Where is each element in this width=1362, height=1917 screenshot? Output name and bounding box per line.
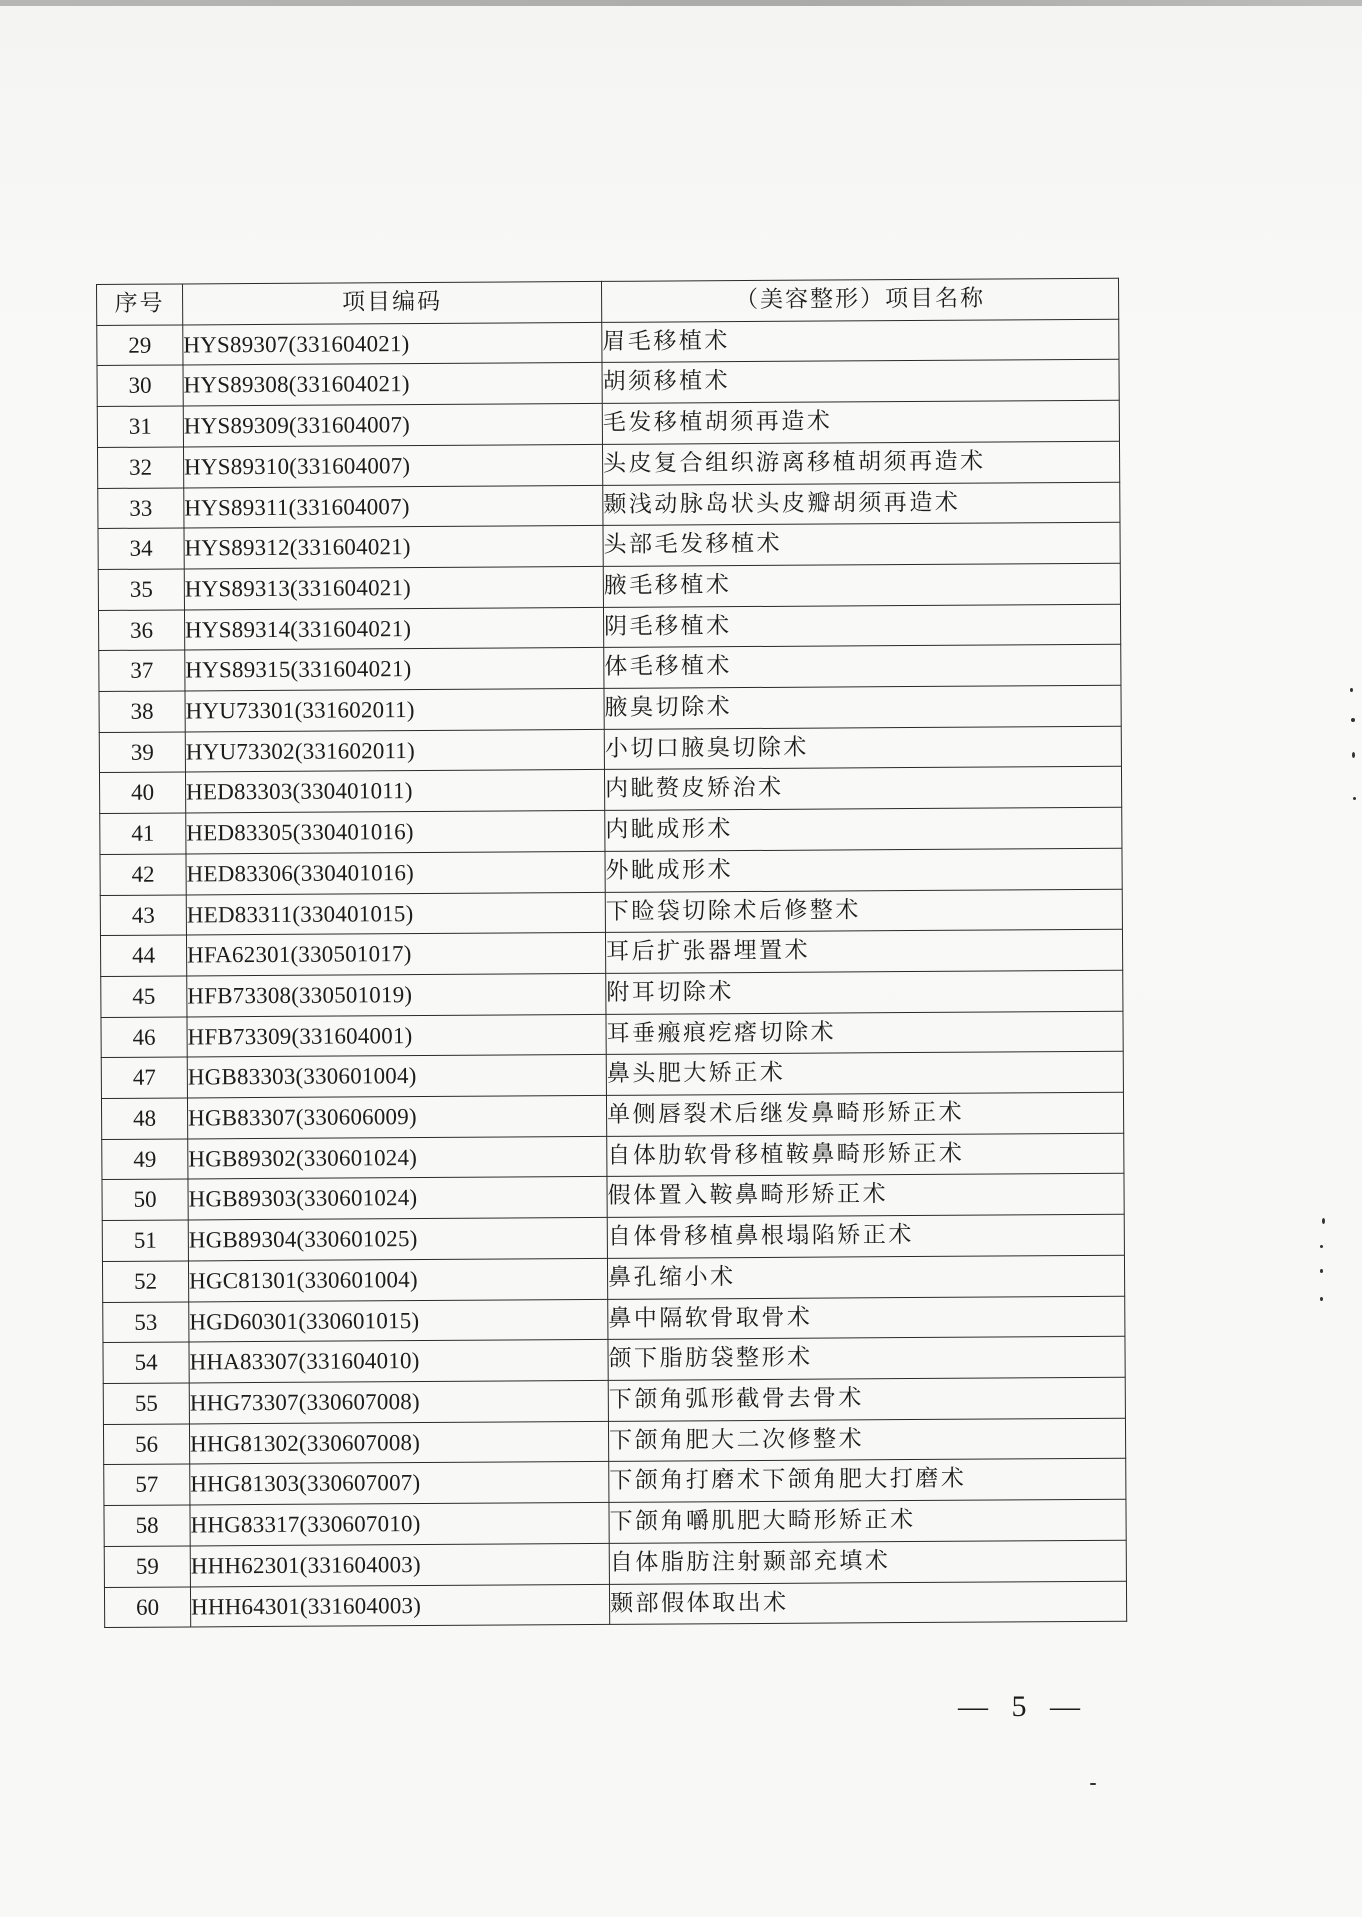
item-code-cell: HGB89302(330601024) [188, 1136, 607, 1179]
serial-number-cell: 34 [98, 528, 184, 569]
item-name-cell: 头皮复合组织游离移植胡须再造术 [602, 441, 1119, 485]
table-row [100, 848, 1122, 895]
item-name-cell: 鼻孔缩小术 [607, 1255, 1124, 1299]
item-code-cell: HHG81303(330607007) [190, 1462, 609, 1505]
table-row [102, 1174, 1124, 1221]
serial-number-cell: 49 [102, 1139, 188, 1180]
scan-edge [0, 0, 1362, 6]
scan-speck [1351, 718, 1355, 722]
item-name-cell: 眉毛移植术 [602, 319, 1119, 363]
item-name-cell: 自体骨移植鼻根塌陷矫正术 [607, 1214, 1124, 1258]
serial-number-cell: 54 [103, 1342, 189, 1383]
item-code-cell: HYS89311(331604007) [184, 485, 603, 528]
items-table [96, 278, 1127, 1628]
item-code-cell: HED83305(330401016) [186, 811, 605, 854]
serial-number-cell: 58 [104, 1505, 190, 1546]
item-name-cell: 鼻头肥大矫正术 [606, 1052, 1123, 1096]
table-row [99, 685, 1121, 732]
serial-number-cell: 52 [102, 1261, 188, 1302]
item-code-cell: HED83303(330401011) [185, 770, 604, 813]
serial-number-cell: 60 [104, 1586, 190, 1627]
serial-number-cell: 42 [100, 854, 186, 895]
item-code-cell: HYS89307(331604021) [183, 322, 602, 365]
item-code-cell: HFB73309(331604001) [187, 1014, 606, 1057]
item-code-cell: HYS89310(331604007) [183, 444, 602, 487]
serial-number-cell: 56 [103, 1424, 189, 1465]
item-name-cell: 附耳切除术 [606, 970, 1123, 1014]
serial-number-cell: 47 [101, 1057, 187, 1098]
serial-number-cell: 57 [104, 1464, 190, 1505]
scan-speck [1352, 752, 1355, 758]
item-name-cell: 毛发移植胡须再造术 [602, 400, 1119, 444]
scan-speck [1350, 688, 1353, 692]
serial-number-cell: 46 [101, 1017, 187, 1058]
item-name-cell: 内眦成形术 [605, 807, 1122, 851]
item-name-cell: 耳垂瘢痕疙瘩切除术 [606, 1011, 1123, 1055]
item-code-cell: HHG73307(330607008) [189, 1380, 608, 1423]
item-code-cell: HGD60301(330601015) [189, 1299, 608, 1342]
item-name-cell: 耳后扩张器埋置术 [605, 929, 1122, 973]
serial-number-cell: 45 [101, 976, 187, 1017]
serial-number-cell: 38 [99, 691, 185, 732]
item-name-cell: 下睑袋切除术后修整术 [605, 889, 1122, 933]
table-row [99, 645, 1121, 692]
serial-number-cell: 31 [97, 406, 183, 447]
item-name-cell: 自体脂肪注射颞部充填术 [609, 1540, 1126, 1584]
item-name-cell: 内眦赘皮矫治术 [604, 767, 1121, 811]
table-row [104, 1499, 1126, 1546]
table-header-row [97, 278, 1119, 325]
table-row [104, 1540, 1126, 1587]
item-name-cell: 颞浅动脉岛状头皮瓣胡须再造术 [603, 482, 1120, 526]
table-row [103, 1337, 1125, 1384]
table-row [99, 726, 1121, 773]
page-number: — 5 — [958, 1690, 1088, 1723]
item-code-cell: HHH62301(331604003) [190, 1543, 609, 1586]
scan-speck [1353, 797, 1356, 800]
table-row [101, 1011, 1123, 1058]
serial-number-cell: 39 [99, 732, 185, 773]
serial-number-cell: 59 [104, 1546, 190, 1587]
table-row [98, 522, 1120, 569]
table-row [102, 1214, 1124, 1261]
item-code-cell: HGB83307(330606009) [187, 1095, 606, 1138]
item-code-cell: HYU73301(331602011) [185, 688, 604, 731]
table-row [101, 970, 1123, 1017]
serial-number-cell: 41 [100, 813, 186, 854]
header-item-name: （美容整形）项目名称 [601, 278, 1118, 322]
table-row [103, 1377, 1125, 1424]
item-code-cell: HHG83317(330607010) [190, 1502, 609, 1545]
serial-number-cell: 51 [102, 1220, 188, 1261]
serial-number-cell: 36 [98, 610, 184, 651]
table-row [101, 1092, 1123, 1139]
item-code-cell: HHA83307(331604010) [189, 1340, 608, 1383]
table-row [100, 807, 1122, 854]
item-name-cell: 下颌角嚼肌肥大畸形矫正术 [609, 1499, 1126, 1543]
serial-number-cell: 30 [97, 365, 183, 406]
table-body [97, 319, 1127, 1628]
table-row [104, 1581, 1126, 1628]
table-row [101, 1052, 1123, 1099]
table-row [98, 563, 1120, 610]
serial-number-cell: 35 [98, 569, 184, 610]
item-name-cell: 单侧唇裂术后继发鼻畸形矫正术 [606, 1092, 1123, 1136]
item-name-cell: 腋毛移植术 [603, 563, 1120, 607]
item-code-cell: HGB83303(330601004) [187, 1055, 606, 1098]
item-name-cell: 颌下脂肪袋整形术 [608, 1337, 1125, 1381]
serial-number-cell: 43 [100, 895, 186, 936]
table-row [98, 604, 1120, 651]
serial-number-cell: 50 [102, 1179, 188, 1220]
serial-number-cell: 37 [99, 650, 185, 691]
item-name-cell: 自体肋软骨移植鞍鼻畸形矫正术 [607, 1133, 1124, 1177]
serial-number-cell: 29 [97, 325, 183, 366]
table-row [103, 1418, 1125, 1465]
item-code-cell: HYS89314(331604021) [184, 607, 603, 650]
header-serial-number: 序号 [97, 284, 183, 325]
serial-number-cell: 44 [100, 935, 186, 976]
serial-number-cell: 48 [101, 1098, 187, 1139]
table-row [99, 767, 1121, 814]
table-row [103, 1296, 1125, 1343]
scan-speck [1322, 1218, 1325, 1224]
item-name-cell: 假体置入鞍鼻畸形矫正术 [607, 1174, 1124, 1218]
item-code-cell: HFB73308(330501019) [187, 973, 606, 1016]
scan-speck [1090, 1783, 1096, 1785]
table-row [102, 1133, 1124, 1180]
header-item-code: 项目编码 [183, 281, 602, 324]
scan-speck [1320, 1245, 1323, 1248]
item-code-cell: HGC81301(330601004) [188, 1258, 607, 1301]
item-name-cell: 下颌角弧形截骨去骨术 [608, 1377, 1125, 1421]
table-row [104, 1459, 1126, 1506]
item-name-cell: 头部毛发移植术 [603, 522, 1120, 566]
item-code-cell: HHH64301(331604003) [190, 1584, 609, 1627]
table-row [97, 360, 1119, 407]
item-name-cell: 体毛移植术 [604, 645, 1121, 689]
item-code-cell: HYU73302(331602011) [185, 729, 604, 772]
table-row [100, 889, 1122, 936]
item-name-cell: 胡须移植术 [602, 360, 1119, 404]
item-name-cell: 下颌角打磨术下颌角肥大打磨术 [609, 1459, 1126, 1503]
table-row [97, 319, 1119, 366]
item-code-cell: HED83306(330401016) [186, 851, 605, 894]
item-name-cell: 腋臭切除术 [604, 685, 1121, 729]
item-code-cell: HYS89308(331604021) [183, 363, 602, 406]
scan-speck [1320, 1269, 1323, 1273]
item-code-cell: HYS89309(331604007) [183, 404, 602, 447]
serial-number-cell: 32 [97, 447, 183, 488]
item-code-cell: HYS89312(331604021) [184, 526, 603, 569]
item-code-cell: HYS89313(331604021) [184, 566, 603, 609]
item-code-cell: HED83311(330401015) [186, 892, 605, 935]
item-code-cell: HHG81302(330607008) [189, 1421, 608, 1464]
item-name-cell: 外眦成形术 [605, 848, 1122, 892]
item-code-cell: HYS89315(331604021) [185, 648, 604, 691]
serial-number-cell: 40 [99, 772, 185, 813]
item-code-cell: HGB89303(330601024) [188, 1177, 607, 1220]
serial-number-cell: 33 [98, 487, 184, 528]
item-name-cell: 下颌角肥大二次修整术 [608, 1418, 1125, 1462]
item-name-cell: 小切口腋臭切除术 [604, 726, 1121, 770]
table-row [102, 1255, 1124, 1302]
item-name-cell: 鼻中隔软骨取骨术 [608, 1296, 1125, 1340]
table-row [97, 441, 1119, 488]
serial-number-cell: 55 [103, 1383, 189, 1424]
item-code-cell: HFA62301(330501017) [186, 933, 605, 976]
table-row [97, 400, 1119, 447]
table-row [100, 929, 1122, 976]
item-name-cell: 阴毛移植术 [603, 604, 1120, 648]
scan-speck [1320, 1297, 1323, 1301]
item-code-cell: HGB89304(330601025) [188, 1218, 607, 1261]
item-name-cell: 颞部假体取出术 [609, 1581, 1126, 1625]
table-row [98, 482, 1120, 529]
serial-number-cell: 53 [103, 1302, 189, 1343]
